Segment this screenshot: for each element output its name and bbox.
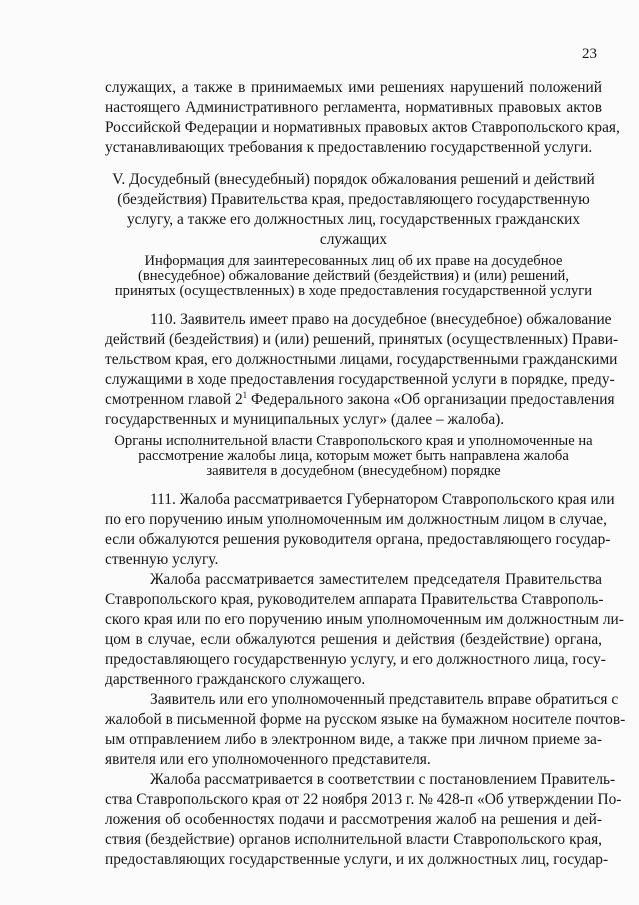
subheading-line: (внесудебное) обжалование действий (бездействия) и (или) решений, — [138, 268, 569, 284]
subheading-line: рассмотрение жалобы лица, которым может быть направлена жалоба — [138, 448, 569, 464]
para-111-line: по его поручению иным уполномоченным им должностным лицом в случае, — [105, 511, 607, 528]
section-heading-line: услугу, а также его должностных лиц, государственных гражданских — [126, 211, 581, 228]
para-resolution-line: ства Ставропольского края от 22 ноября 2013 г. № 428-п «Об утверждении По- — [105, 791, 622, 808]
section-heading-line: (бездействия) Правительства края, предоставляющего государственную — [117, 191, 590, 208]
subheading-line: Информация для заинтересованных лиц об их праве на досудебное — [144, 253, 563, 269]
para-110-line: служащими в ходе предоставления государственной услуги в порядке, преду- — [105, 371, 615, 388]
page-number: 23 — [582, 46, 597, 62]
para-applicant-line: Заявитель или его уполномоченный представитель вправе обратиться с — [150, 691, 619, 708]
intro-line: настоящего Административного регламента, нормативных правовых актов — [105, 99, 602, 116]
para-111-line: 111. Жалоба рассматривается Губернатором Ставропольского края или — [150, 491, 615, 508]
section-heading-line: V. Досудебный (внесудебный) порядок обжалования решений и действий — [112, 171, 595, 188]
para-111-line: если обжалуются решения руководителя органа, предоставляющего государ- — [105, 531, 611, 548]
para-resolution-line: Жалоба рассматривается в соответствии с постановлением Правитель- — [150, 771, 616, 788]
para-111-line: ственную услугу. — [105, 551, 219, 568]
para-resolution-line: ложения об особенностях подачи и рассмотрения жалоб на решения и дей- — [105, 811, 602, 828]
para-110-text: смотренном главой 2 — [105, 391, 243, 408]
para-110-line: государственных и муниципальных услуг» (далее – жалоба). — [105, 411, 505, 428]
para-deputy-line: дарственного гражданского служащего. — [105, 671, 366, 688]
para-deputy-line: Жалоба рассматривается заместителем председателя Правительства — [150, 571, 602, 588]
para-applicant-line: ым отправлением либо в электронном виде, а также при личном приеме за- — [105, 731, 602, 748]
para-deputy-line: ского края или по его поручению иным уполномоченным им должностным ли- — [105, 611, 624, 628]
para-110-line: действий (бездействия) и (или) решений, принятых (осуществленных) Прави- — [105, 331, 619, 348]
para-110-text: Федерального закона «Об организации предоставления — [247, 391, 615, 408]
para-resolution-line: ствия (бездействие) органов исполнительной власти Ставропольского края, — [105, 831, 602, 848]
section-heading-line: служащих — [319, 231, 388, 248]
subheading-line: принятых (осуществленных) в ходе предоставления государственной услуги — [114, 283, 593, 299]
chapter-superscript: 1 — [242, 390, 248, 400]
subheading-line: заявителя в досудебном (внесудебном) порядке — [206, 463, 501, 479]
para-110-line: тельством края, его должностными лицами, государственными гражданскими — [105, 351, 618, 368]
para-applicant-line: явителя или его уполномоченного представителя. — [105, 751, 431, 768]
para-applicant-line: жалобой в письменной форме на русском языке на бумажном носителе почтов- — [105, 711, 626, 728]
para-deputy-line: предоставляющего государственную услугу, и его должностного лица, госу- — [105, 651, 606, 668]
subheading-line: Органы исполнительной власти Ставропольского края и уполномоченные на — [114, 433, 593, 449]
intro-line: служащих, а также в принимаемых ими решениях нарушений положений — [105, 79, 602, 96]
para-110-line-with-superscript — [105, 390, 615, 410]
para-resolution-line: предоставляющих государственные услуги, и их должностных лиц, государ- — [105, 851, 609, 868]
para-deputy-line: Ставропольского края, руководителем аппарата Правительства Ставрополь- — [105, 591, 604, 608]
para-deputy-line: цом в случае, если обжалуются решения и действия (бездействие) органа, — [105, 631, 602, 648]
intro-line: Российской Федерации и нормативных правовых актов Ставропольского края, — [105, 119, 620, 136]
intro-line: устанавливающих требования к предоставлению государственной услуги. — [105, 139, 593, 156]
para-110-line: 110. Заявитель имеет право на досудебное (внесудебное) обжалование — [150, 311, 612, 328]
